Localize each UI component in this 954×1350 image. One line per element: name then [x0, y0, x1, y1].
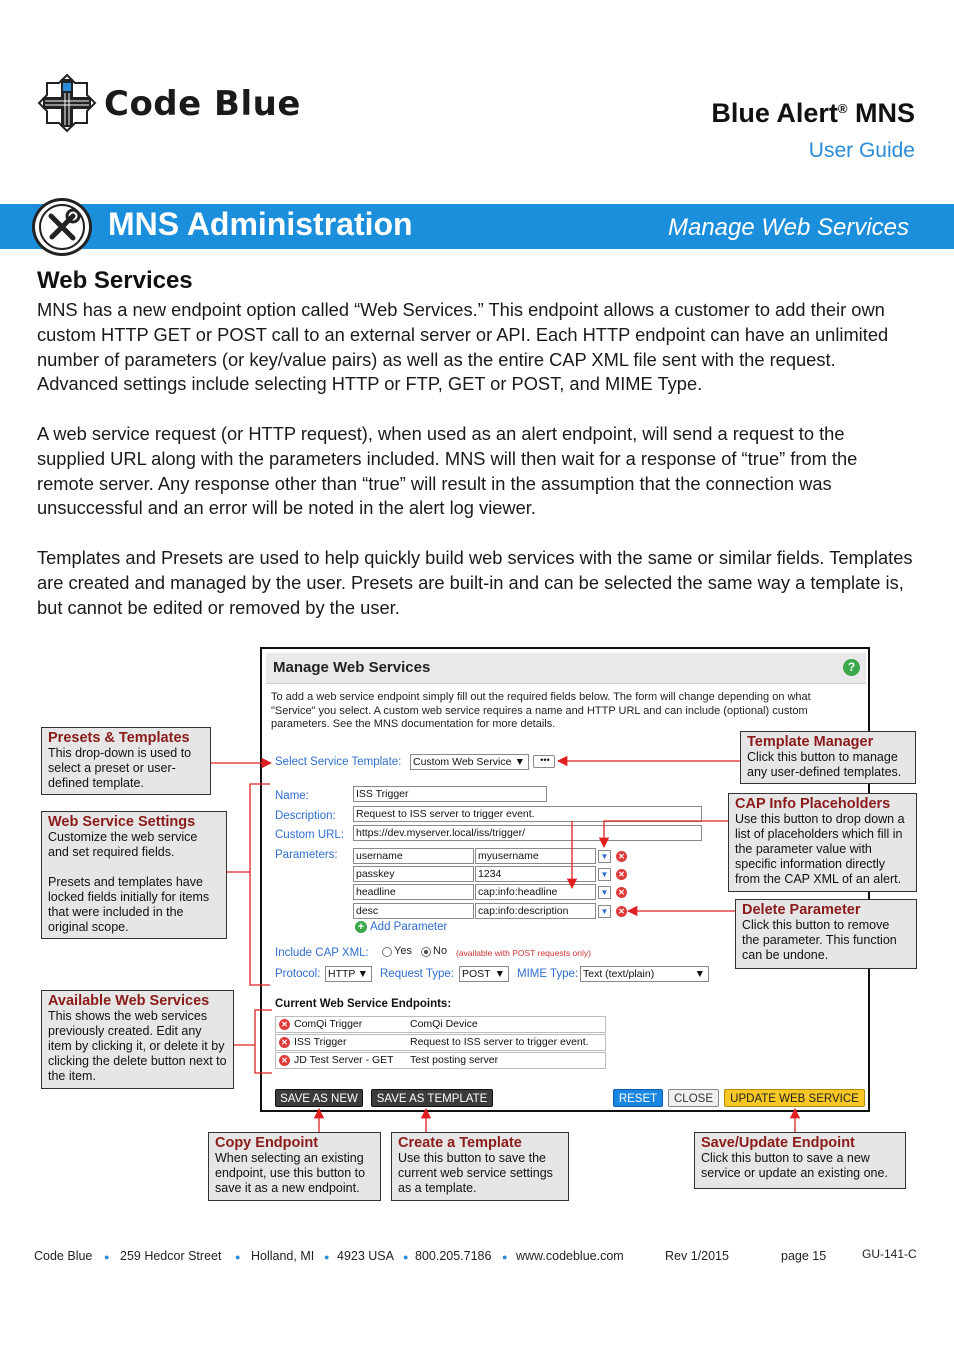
protocol-label: Protocol:: [275, 968, 321, 980]
table-row[interactable]: ✕ JD Test Server - GET Test posting server: [275, 1052, 606, 1069]
param-value-field[interactable]: 1234: [475, 866, 596, 882]
section-heading: Web Services: [37, 267, 193, 294]
close-button[interactable]: CLOSE: [668, 1089, 719, 1107]
url-field[interactable]: https://dev.myserver.local/iss/trigger/: [353, 825, 702, 841]
param-key-field[interactable]: username: [353, 848, 474, 864]
footer-company: Code Blue: [34, 1249, 93, 1263]
name-field[interactable]: ISS Trigger: [353, 786, 547, 802]
banner-title: MNS Administration: [108, 206, 413, 242]
callout-template-manager: Template Manager Click this button to manage any user-defined templates.: [740, 731, 916, 784]
bullet-icon: ●: [235, 1252, 241, 1262]
save-as-template-button[interactable]: SAVE AS TEMPLATE: [371, 1089, 493, 1107]
callout-available-web-services: Available Web Services This shows the web services previously created. Edit any item by clicking it, or delete it by clicking the delete button next to the item.: [41, 990, 234, 1089]
delete-parameter-icon[interactable]: ✕: [616, 869, 627, 880]
paragraph-intro: MNS has a new endpoint option called “Web Services.” This endpoint allows a customer to add their own custom HTTP GET or POST call to an external server or API. Each HTTP endpoint can have an unlimited number of parameters (or key/value pairs) as well as the entire CAP XML file sent with the request. Advanced settings include selecting HTTP or FTP, GET or POST, and MIME Type.: [37, 299, 889, 395]
update-web-service-button[interactable]: UPDATE WEB SERVICE: [724, 1089, 865, 1107]
bullet-icon: ●: [324, 1252, 330, 1262]
banner-subtitle: Manage Web Services: [667, 214, 909, 241]
product-title: Blue Alert® MNS: [711, 98, 915, 128]
callout-save-update-endpoint: Save/Update Endpoint Click this button to save a new service or update an existing one.: [694, 1132, 906, 1189]
footer-revision: Rev 1/2015: [665, 1249, 729, 1263]
param-key-field[interactable]: desc: [353, 903, 474, 919]
description-field[interactable]: Request to ISS server to trigger event.: [353, 806, 702, 822]
footer-doc-id: GU-141-C: [862, 1247, 917, 1261]
param-key-field[interactable]: headline: [353, 884, 474, 900]
logo-wordmark: Code Blue: [104, 84, 301, 124]
delete-endpoint-icon[interactable]: ✕: [279, 1055, 290, 1066]
footer-city: Holland, MI: [251, 1249, 315, 1263]
name-label: Name:: [275, 790, 309, 802]
callout-web-service-settings: Web Service Settings Customize the web service and set required fields. Presets and templates have locked fields initially for items that were included in the original scope.: [41, 811, 227, 939]
delete-endpoint-icon[interactable]: ✕: [279, 1037, 290, 1048]
request-type-select[interactable]: POST ▼: [459, 966, 509, 982]
placeholder-dropdown-icon[interactable]: ▼: [598, 886, 611, 899]
mime-type-label: MIME Type:: [517, 968, 579, 980]
placeholder-dropdown-icon[interactable]: ▼: [598, 905, 611, 918]
help-icon[interactable]: ?: [843, 659, 860, 676]
paragraph-request: A web service request (or HTTP request), when used as an alert endpoint, will send a request to the supplied URL along with the parameters included. MNS will then wait for a response of “true” from the remote server. Any response other than “true” will result in the assumption that the connection was unsuccessful and an error will be noted in the alert log viewer.: [37, 423, 858, 519]
post-only-note: (available with POST requests only): [456, 948, 591, 958]
delete-parameter-icon[interactable]: ✕: [616, 906, 627, 917]
placeholder-dropdown-icon[interactable]: ▼: [598, 868, 611, 881]
bullet-icon: ●: [104, 1252, 110, 1262]
template-manager-button[interactable]: •••: [533, 755, 555, 768]
save-as-new-button[interactable]: SAVE AS NEW: [275, 1089, 363, 1107]
callout-presets-templates: Presets & Templates This drop-down is used to select a preset or user-defined template.: [41, 727, 211, 795]
add-icon[interactable]: +: [355, 921, 367, 933]
panel-intro-text: To add a web service endpoint simply fill out the required fields below. The form will change depending on what "Service" you select. A custom web service requires a name and HTTP URL and can include (optional) custom parameters. See the MNS documentation for more details.: [271, 691, 811, 730]
add-parameter-link[interactable]: Add Parameter: [370, 921, 448, 933]
delete-parameter-icon[interactable]: ✕: [616, 887, 627, 898]
paragraph-templates: Templates and Presets are used to help quickly build web services with the same or similar fields. Templates are created and managed by the user. Presets are built-in and can be selected the same way a template is, but cannot be edited or removed by the user.: [37, 547, 913, 618]
panel-title: Manage Web Services: [273, 659, 431, 676]
footer-street: 259 Hedcor Street: [120, 1249, 222, 1263]
param-value-field[interactable]: cap:info:description: [475, 903, 596, 919]
include-cap-no-label: No: [433, 945, 448, 957]
footer-phone: 800.205.7186: [415, 1249, 492, 1263]
delete-endpoint-icon[interactable]: ✕: [279, 1019, 290, 1030]
url-label: Custom URL:: [275, 829, 345, 841]
callout-create-template: Create a Template Use this button to save the current web service settings as a template.: [391, 1132, 569, 1201]
footer-zip: 4923 USA: [337, 1249, 394, 1263]
mime-type-select[interactable]: Text (text/plain) ▼: [580, 966, 709, 982]
param-key-field[interactable]: passkey: [353, 866, 474, 882]
request-type-label: Request Type:: [380, 968, 454, 980]
reset-button[interactable]: RESET: [613, 1089, 663, 1107]
param-value-field[interactable]: cap:info:headline: [475, 884, 596, 900]
callout-delete-parameter: Delete Parameter Click this button to remove the parameter. This function can be undone.: [735, 899, 917, 969]
delete-parameter-icon[interactable]: ✕: [616, 851, 627, 862]
endpoints-title: Current Web Service Endpoints:: [275, 998, 452, 1010]
callout-cap-info-placeholders: CAP Info Placeholders Use this button to drop down a list of placeholders which fill in the parameter value with specific information directly from the CAP XML of an alert.: [728, 793, 917, 892]
footer-page-number: page 15: [781, 1249, 827, 1263]
document-subtitle: User Guide: [808, 139, 915, 162]
param-value-field[interactable]: myusername: [475, 848, 596, 864]
protocol-select[interactable]: HTTP ▼: [325, 966, 372, 982]
description-label: Description:: [275, 810, 336, 822]
include-cap-yes-label: Yes: [394, 945, 412, 957]
template-select[interactable]: Custom Web Service ▼: [410, 754, 529, 770]
include-cap-label: Include CAP XML:: [275, 947, 369, 959]
table-row[interactable]: ✕ ComQi Trigger ComQi Device: [275, 1016, 606, 1033]
footer-website: www.codeblue.com: [516, 1249, 624, 1263]
template-label: Select Service Template:: [275, 756, 402, 768]
callout-copy-endpoint: Copy Endpoint When selecting an existing endpoint, use this button to save it as a new endpoint.: [208, 1132, 381, 1201]
placeholder-dropdown-icon[interactable]: ▼: [598, 850, 611, 863]
parameters-label: Parameters:: [275, 849, 338, 861]
bullet-icon: ●: [403, 1252, 409, 1262]
bullet-icon: ●: [502, 1252, 508, 1262]
table-row[interactable]: ✕ ISS Trigger Request to ISS server to trigger event.: [275, 1034, 606, 1051]
